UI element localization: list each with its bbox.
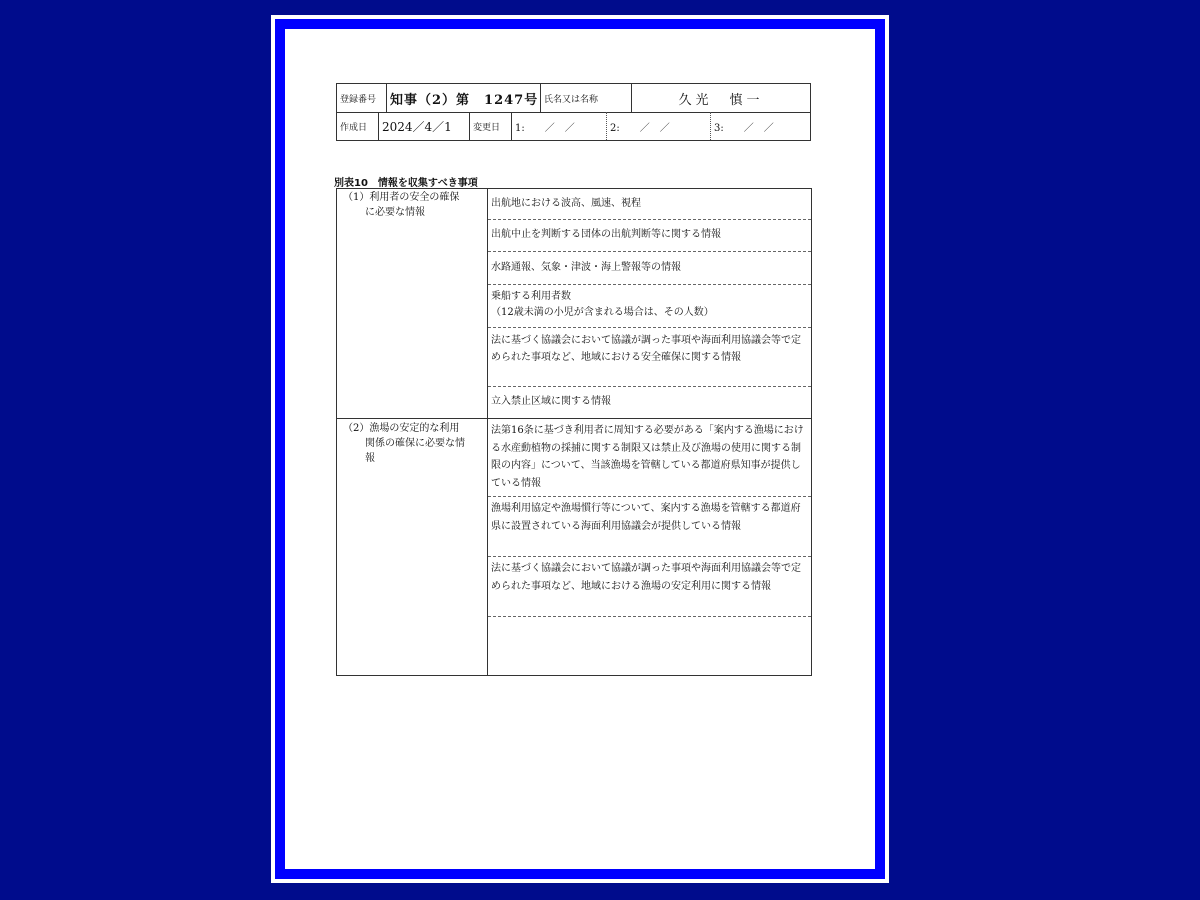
change-2: 2: ／ ／ [607,112,711,140]
document-border [275,19,885,879]
category-safety-line2: に必要な情報 [365,207,425,218]
registration-header [336,83,811,141]
table-title: 別表10 情報を収集すべき事項 [334,178,478,189]
change-1: 1: ／ ／ [512,112,607,140]
created-label: 作成日 [337,112,379,140]
list-item: 水路通報、気象・津波・海上警報等の情報 [488,252,811,285]
name-label: 氏名又は名称 [541,84,632,112]
info-table [336,188,812,676]
list-item: 法に基づく協議会において協議が調った事項や海面利用協議会等で定められた事項など、地域における漁場の安定利用に関する情報 [488,557,811,617]
category-fishery-line1: （2）漁場の安定的な利用 [343,423,460,434]
reg-value: 知事（2）第 1247号 [387,84,541,112]
category-fishery-line2: 関係の確保に必要な情 [365,438,465,449]
list-item: 出航地における波高、風速、視程 [488,189,811,220]
document-page [285,29,875,869]
category-safety [343,190,487,220]
created-value: 2024／4／1 [379,112,470,140]
registration-row [337,84,810,113]
name-value: 久光 慎一 [678,92,764,108]
category-safety-line1: （1）利用者の安全の確保 [343,192,460,203]
category-fishery-line3: 報 [365,453,375,464]
dates-row [337,112,810,140]
list-item: 乗船する利用者数 （12歳未満の小児が含まれる場合は、その人数） [488,285,811,328]
reg-label: 登録番号 [337,84,387,112]
list-item: 立入禁止区域に関する情報 [491,396,611,407]
list-item: 法第16条に基づき利用者に周知する必要がある「案内する漁場における水産動植物の採捕に関する制限又は禁止及び漁場の使用に関する制限の内容」について、当該漁場を管轄している都道府県知事が提供している情報 [488,419,811,497]
category-fishery [343,421,487,466]
list-item: 漁場利用協定や漁場慣行等について、案内する漁場を管轄する都道府県に設置されている海面利用協議会が提供している情報 [488,497,811,557]
changed-label: 変更日 [470,112,512,140]
change-3: 3: ／ ／ [714,122,774,134]
document-frame [271,15,889,883]
list-item: 法に基づく協議会において協議が調った事項や海面利用協議会等で定められた事項など、地域における安全確保に関する情報 [488,328,811,387]
empty-row [488,617,811,675]
list-item: 出航中止を判断する団体の出航判断等に関する情報 [488,220,811,252]
